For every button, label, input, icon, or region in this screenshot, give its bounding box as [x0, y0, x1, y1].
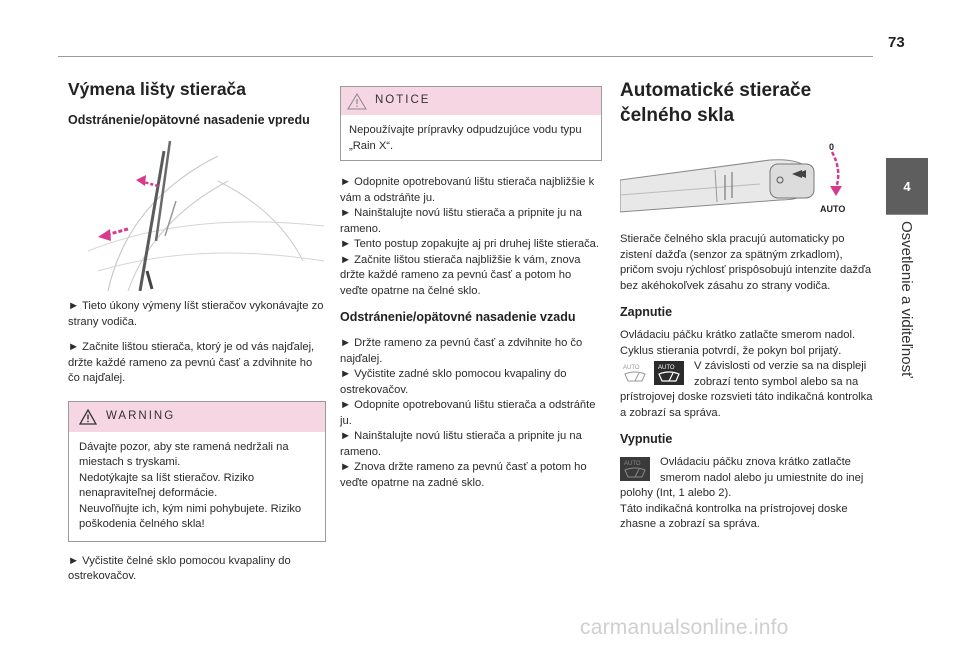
header-divider	[58, 56, 873, 57]
auto-wiper-filled-icon	[654, 361, 684, 385]
notice-text: Nepoužívajte prípravky odpudzujúce vodu typu „Rain X“.	[349, 124, 582, 152]
column-left	[68, 78, 326, 595]
chapter-title-text: Osvetlenie a viditeľnosť	[898, 221, 915, 378]
subsection-heading: Odstránenie/opätovné nasadenie vzadu	[340, 310, 576, 324]
warning-text: Dávajte pozor, aby ste ramená nedržali na miestach s tryskami.	[79, 440, 289, 468]
warning-body	[69, 432, 325, 541]
subsection-heading: Zapnutie	[620, 305, 673, 319]
instruction-text: Táto indikačná kontrolka na prístrojovej doske zhasne a zobrazí sa správa.	[620, 502, 848, 530]
instruction-text: ► Vyčistite zadné sklo pomocou kvapaliny do ostrekovačov.	[340, 368, 567, 396]
warning-text: Neuvoľňujte ich, kým nimi pohybujete. Riziko poškodenia čelného skla!	[79, 502, 302, 530]
stalk-label-auto: AUTO	[820, 204, 846, 214]
intro-text: Stierače čelného skla pracujú automaticky po zistení dažďa (senzor za spätným zrkadlom), pričom svoju rýchlosť prispôsobujú intenzite dažďa bez akéhokoľvek zásahu zo strany vodiča.	[620, 233, 872, 292]
notice-label: NOTICE	[375, 94, 431, 107]
notice-icon	[347, 93, 367, 110]
chapter-tab[interactable]: 4	[886, 158, 928, 214]
on-indicator-block	[620, 359, 878, 421]
notice-header	[341, 87, 601, 115]
instruction-text: V závislosti od verzie sa na displeji zobrazí tento symbol alebo sa na prístrojovej doske rozsvieti táto indikačná kontrolka a zobrazí sa správa.	[620, 360, 873, 419]
instruction-text: ► Odopnite opotrebovanú lištu stierača a odstráňte ju.	[340, 399, 596, 427]
page-number: 73	[888, 34, 905, 51]
warning-label: WARNING	[106, 409, 176, 422]
chapter-divider	[886, 214, 928, 215]
instruction-text: ► Tento postup zopakujte aj pri druhej lište stierača.	[340, 238, 599, 250]
off-indicator-block	[620, 455, 878, 502]
icon-label: AUTO	[658, 365, 675, 371]
instruction-text: ► Znova držte rameno za pevnú časť a potom ho veďte opatrne na zadné sklo.	[340, 461, 587, 489]
section-heading: Výmena lišty stierača	[68, 79, 247, 99]
instruction-text: ► Odopnite opotrebovanú lištu stierača najbližšie k vám a odstráňte ju.	[340, 176, 595, 204]
auto-wiper-dark-icon	[620, 457, 650, 481]
icon-label: AUTO	[624, 461, 641, 467]
warning-header	[69, 402, 325, 432]
wiper-stalk-illustration	[620, 140, 860, 220]
instruction-text: ► Začnite lištou stierača najbližšie k vám, znova držte každé rameno za pevnú časť a potom ho veďte opatrne na čelné sklo.	[340, 253, 581, 297]
column-right	[620, 78, 878, 533]
auto-wiper-outline-icon	[620, 361, 650, 385]
instruction-text: ► Vyčistite čelné sklo pomocou kvapaliny do ostrekovačov.	[68, 554, 291, 582]
subsection-heading: Vypnutie	[620, 432, 673, 446]
wiper-front-illustration	[68, 141, 324, 291]
warning-box	[68, 401, 326, 542]
warning-icon	[79, 409, 97, 425]
instruction-text: ► Tieto úkony výmeny líšt stieračov vykonávajte zo strany vodiča.	[68, 300, 324, 328]
section-heading: Automatické stierače čelného skla	[620, 80, 812, 126]
instruction-text: Ovládaciu páčku znova krátko zatlačte smerom nadol alebo ju umiestnite do inej polohy (Int, 1 alebo 2).	[620, 456, 864, 499]
instruction-text: Ovládaciu páčku krátko zatlačte smerom nadol. Cyklus stierania potvrdí, že pokyn bol prijatý.	[620, 329, 856, 357]
instruction-text: ► Začnite lištou stierača, ktorý je od vás najďalej, držte každé rameno za pevnú časť a zdvihnite ho čo najďalej.	[68, 341, 315, 384]
indicator-icons	[620, 457, 654, 481]
instruction-text: ► Nainštalujte novú lištu stierača a pripnite ju na rameno.	[340, 430, 582, 458]
instruction-text: ► Nainštalujte novú lištu stierača a pripnite ju na rameno.	[340, 207, 582, 235]
stalk-label-zero: 0	[829, 142, 835, 152]
column-middle	[340, 78, 602, 491]
notice-box	[340, 86, 602, 161]
watermark: carmanualsonline.info	[580, 616, 789, 639]
chapter-title	[893, 221, 923, 401]
instruction-text: ► Držte rameno za pevnú časť a zdvihnite ho čo najďalej.	[340, 337, 583, 365]
warning-text: Nedotýkajte sa líšt stieračov. Riziko nenapraviteľnej deformácie.	[79, 471, 255, 499]
indicator-icons	[620, 361, 688, 385]
notice-body	[341, 115, 601, 160]
icon-label: AUTO	[623, 365, 640, 371]
subsection-heading: Odstránenie/opätovné nasadenie vpredu	[68, 113, 310, 127]
